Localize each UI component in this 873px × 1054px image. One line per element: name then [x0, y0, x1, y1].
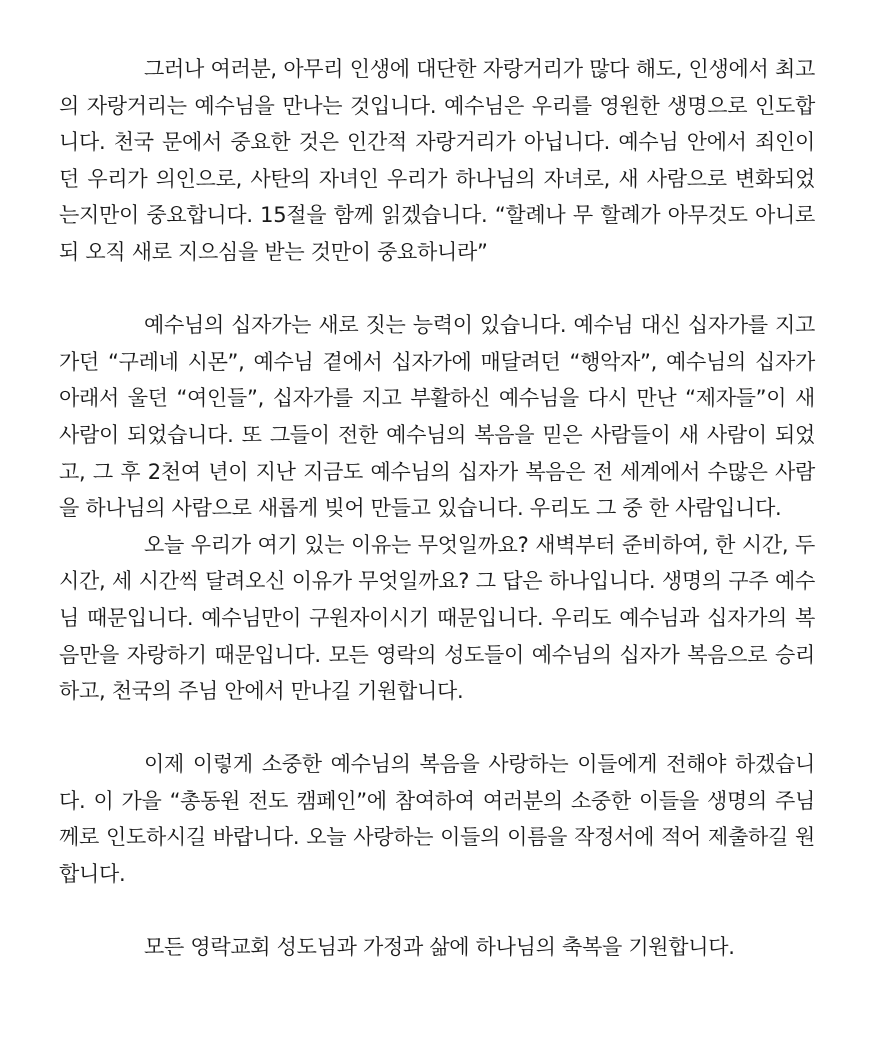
paragraph-3: 오늘 우리가 여기 있는 이유는 무엇일까요? 새벽부터 준비하여, 한 시간, 두 시간, 세 시간씩 달려오신 이유가 무엇일까요? 그 답은 하나입니다. 생명의 구주 예수님 때문입니다. 예수님만이 구원자이시기 때문입니다. 우리도 예수님과 십자가의 복음만을 자랑하기 때문입니다. 모든 영락의 성도들이 예수님의 십자가 복음으로 승리하고, 천국의 주님 안에서 만나길 기원합니다.: [59, 532, 815, 704]
paragraph-2: 예수님의 십자가는 새로 짓는 능력이 있습니다. 예수님 대신 십자가를 지고 가던 “구레네 시몬”, 예수님 곁에서 십자가에 매달려던 “행악자”, 예수님의 십자가 아래서 울던 “여인들”, 십자가를 지고 부활하신 예수님을 다시 만난 “제자들”이 새 사람이 되었습니다. 또 그들이 전한 예수님의 복음을 믿은 사람들이 새 사람이 되었고, 그 후 2천여 년이 지난 지금도 예수님의 십자가 복음은 전 세계에서 수많은 사람을 하나님의 사람으로 새롭게 빚어 만들고 있습니다. 우리도 그 중 한 사람입니다.: [59, 313, 815, 521]
paragraph-5: 모든 영락교회 성도님과 가정과 삶에 하나님의 축복을 기원합니다.: [144, 935, 735, 960]
paragraph-gap: [59, 893, 815, 930]
document-page: [59, 51, 815, 966]
paragraph-1: 그러나 여러분, 아무리 인생에 대단한 자랑거리가 많다 해도, 인생에서 최고의 자랑거리는 예수님을 만나는 것입니다. 예수님은 우리를 영원한 생명으로 인도합니다. 천국 문에서 중요한 것은 인간적 자랑거리가 아닙니다. 예수님 안에서 죄인이던 우리가 의인으로, 사탄의 자녀인 우리가 하나님의 자녀로, 새 사람으로 변화되었는지만이 중요합니다. 15절을 함께 읽겠습니다. “할례나 무 할례가 아무것도 아니로되 오직 새로 지으심을 받는 것만이 중요하니라”: [59, 57, 815, 264]
paragraph-gap: [59, 710, 815, 747]
paragraph-4: 이제 이렇게 소중한 예수님의 복음을 사랑하는 이들에게 전해야 하겠습니다. 이 가을 “총동원 전도 캠페인”에 참여하여 여러분의 소중한 이들을 생명의 주님께로 인도하시길 바랍니다. 오늘 사랑하는 이들의 이름을 작정서에 적어 제출하길 원합니다.: [59, 752, 815, 887]
paragraph-gap: [59, 271, 815, 308]
